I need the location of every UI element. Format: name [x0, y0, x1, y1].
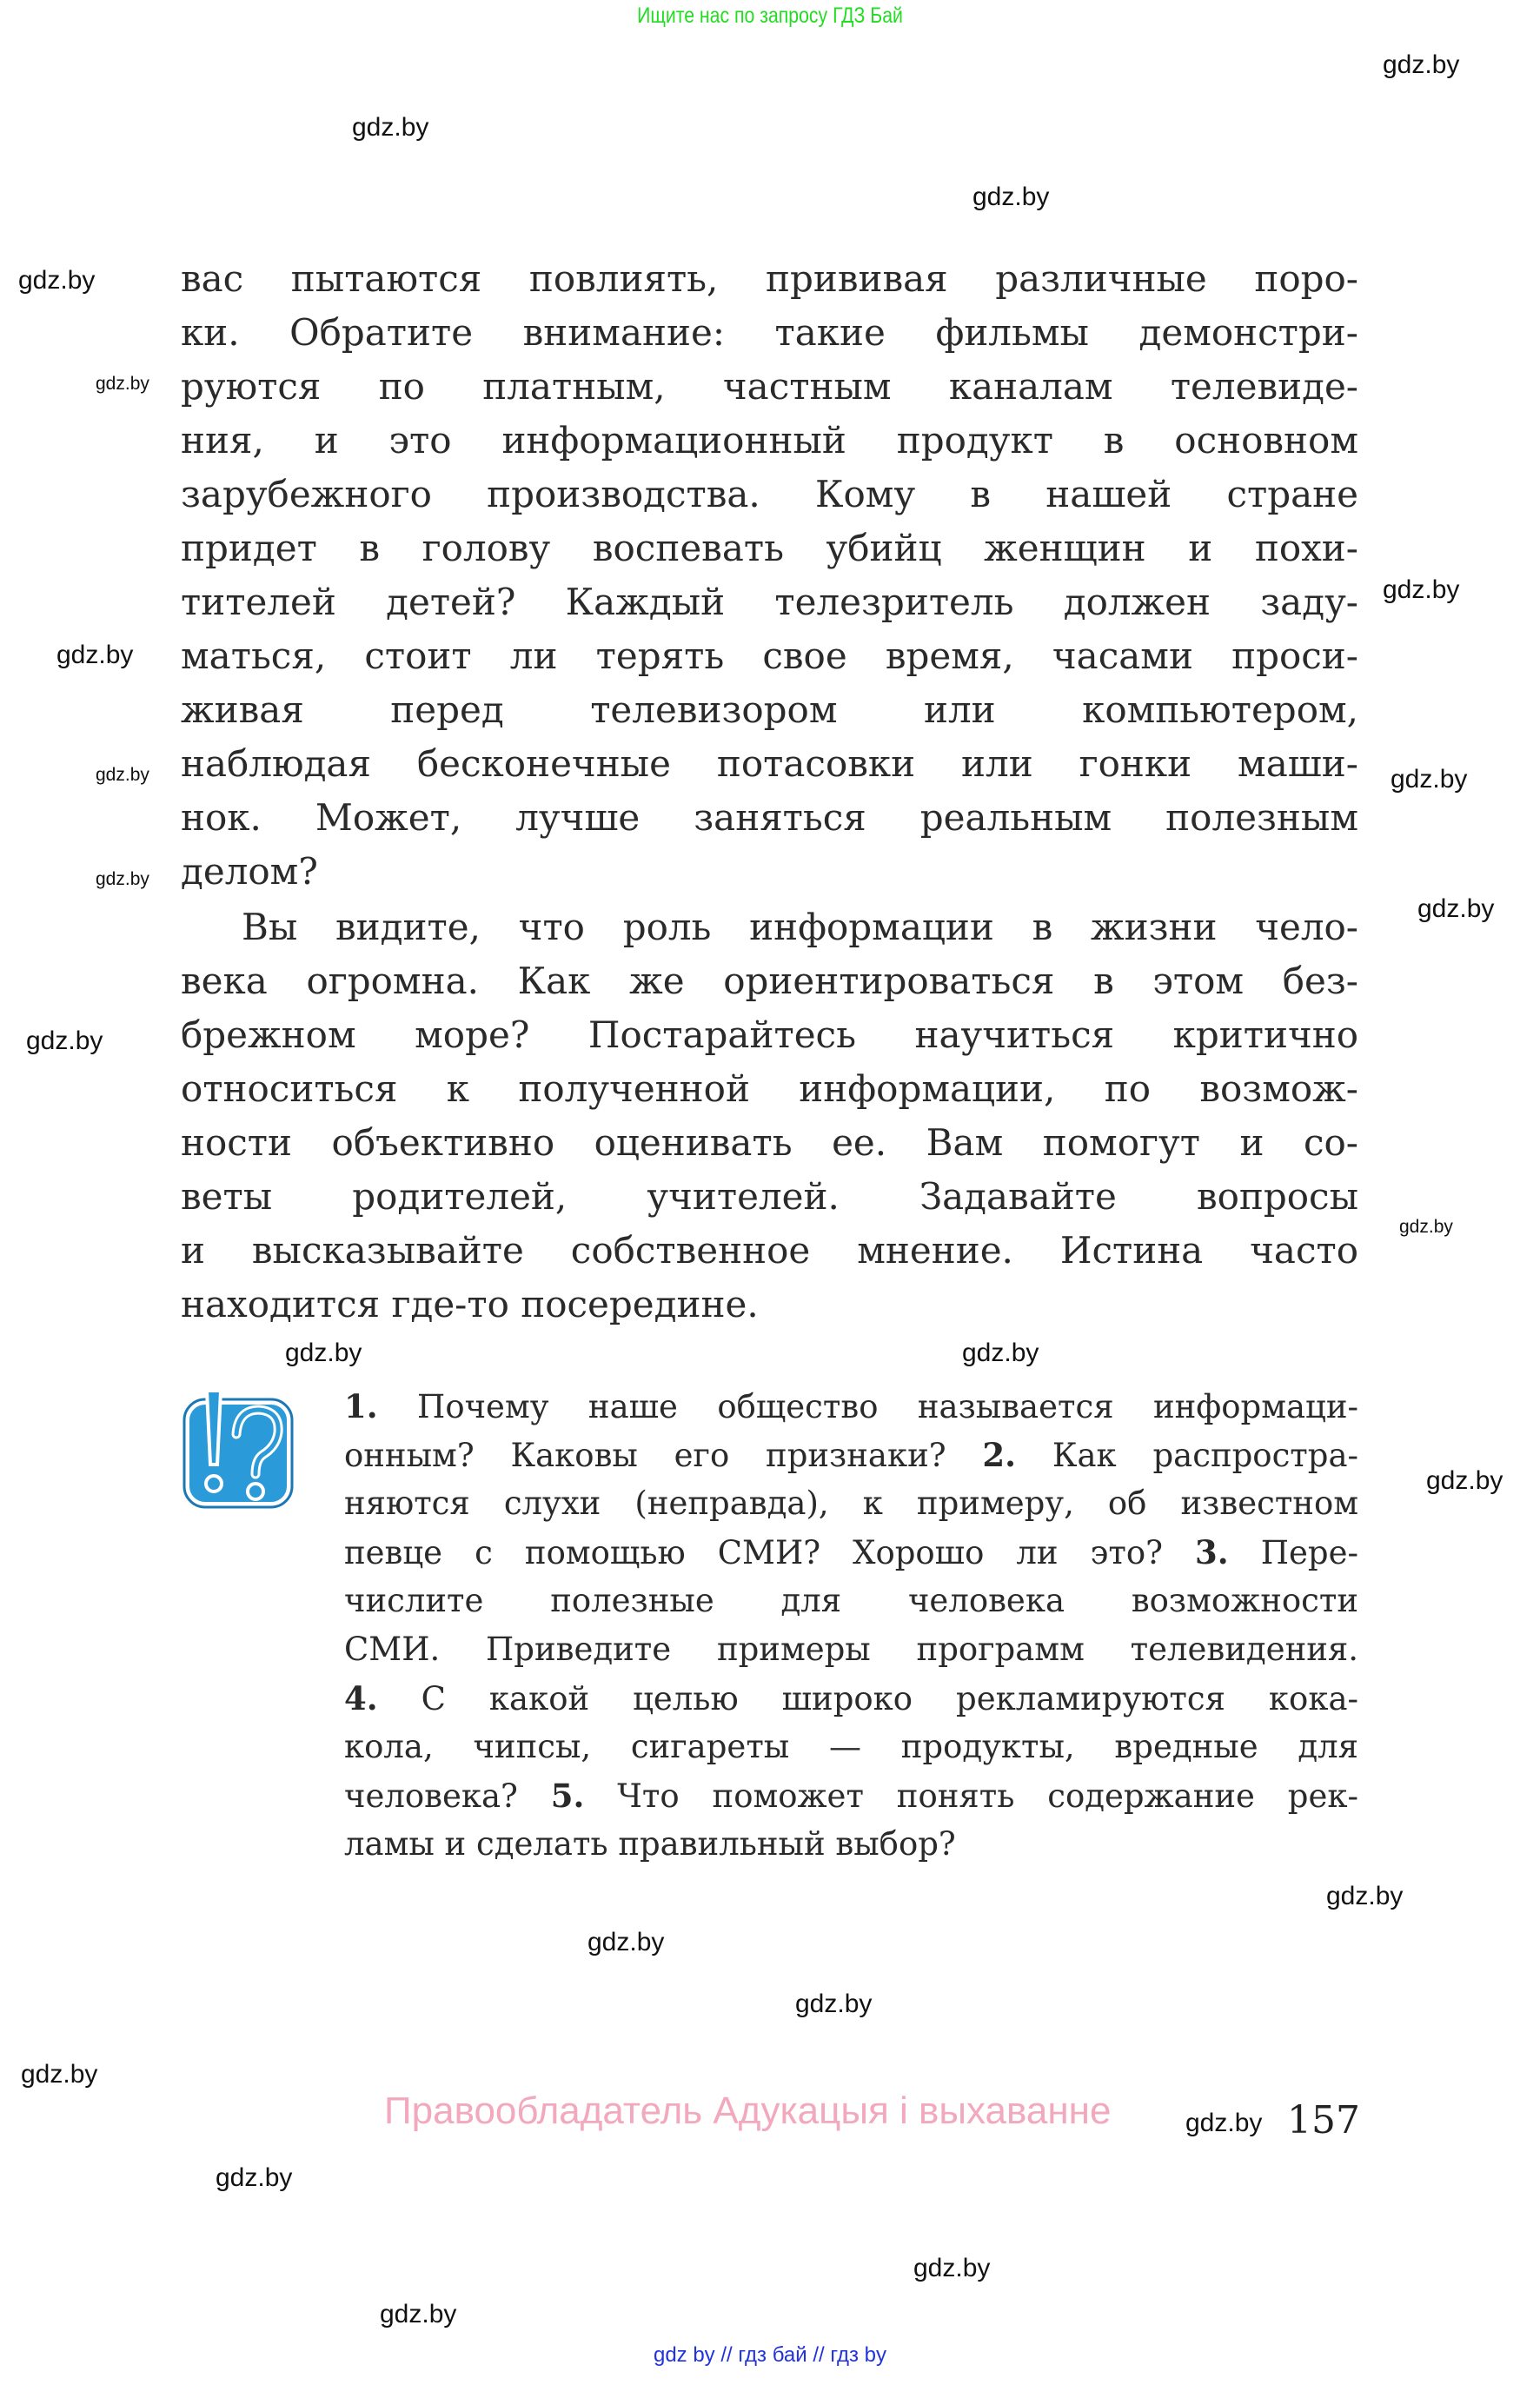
- watermark: gdz.by: [26, 1026, 103, 1055]
- question-text: няются слухи (неправда), к примеру, об известном: [344, 1485, 1358, 1522]
- watermark: gdz.by: [285, 1339, 362, 1367]
- question-line: [344, 1674, 1358, 1723]
- watermark: gdz.by: [962, 1339, 1039, 1367]
- watermark: gdz.by: [913, 2254, 991, 2282]
- text-line: находится где-то посередине.: [181, 1283, 759, 1325]
- question-line: [344, 1528, 1358, 1577]
- question-line: [344, 1723, 1358, 1771]
- watermark: gdz.by: [1326, 1882, 1404, 1910]
- question-number: 3.: [1195, 1533, 1229, 1571]
- question-line: [344, 1771, 1358, 1820]
- page-number: 157: [1287, 2098, 1360, 2143]
- question-text: Как распростра-: [1016, 1437, 1359, 1474]
- question-text: С какой целью широко рекламируются кока-: [377, 1680, 1358, 1717]
- question-line: [344, 1625, 1358, 1674]
- watermark: gdz.by: [1399, 1217, 1453, 1237]
- search-promo-banner[interactable]: Ищите нас по запросу ГДЗ Бай: [637, 3, 903, 28]
- text-line: зарубежного производства. Кому в нашей стране: [181, 473, 1358, 515]
- question-text: ламы и сделать правильный выбор?: [344, 1825, 956, 1863]
- watermark: gdz.by: [972, 183, 1050, 211]
- text-line: и высказывайте собственное мнение. Истина часто: [181, 1229, 1358, 1272]
- text-line: ности объективно оценивать ее. Вам помогут и со-: [181, 1121, 1358, 1164]
- question-text: Почему наше общество называется информаци-: [377, 1388, 1358, 1425]
- text-line: маться, стоит ли терять свое время, часами проси-: [181, 634, 1358, 677]
- question-text: числите полезные для человека возможности: [344, 1582, 1358, 1619]
- question-text: СМИ. Приведите примеры программ телевидения.: [344, 1631, 1358, 1668]
- question-line: [344, 1577, 1358, 1625]
- text-line: Вы видите, что роль информации в жизни чело-: [242, 906, 1358, 948]
- question-text: онным? Каковы его признаки?: [344, 1437, 983, 1474]
- text-line: относиться к полученной информации, по возмож-: [181, 1067, 1358, 1110]
- watermark: gdz.by: [352, 113, 429, 142]
- watermark: gdz.by: [1383, 575, 1460, 604]
- question-text: человека?: [344, 1777, 551, 1815]
- question-text: Пере-: [1228, 1534, 1358, 1571]
- question-text: певце с помощью СМИ? Хорошо ли это?: [344, 1534, 1196, 1571]
- watermark: gdz.by: [96, 765, 149, 785]
- watermark: gdz.by: [795, 1990, 873, 2018]
- question-line: [344, 1820, 1358, 1869]
- watermark: gdz.by: [380, 2300, 457, 2329]
- text-line: делом?: [181, 850, 318, 893]
- question-number: 1.: [344, 1387, 378, 1425]
- text-line: придет в голову воспевать убийц женщин и похи-: [181, 527, 1358, 569]
- text-line: нок. Может, лучше заняться реальным полезным: [181, 796, 1358, 839]
- text-line: ки. Обратите внимание: такие фильмы демонстри-: [181, 311, 1358, 354]
- text-line: наблюдая бесконечные потасовки или гонки маши-: [181, 742, 1358, 785]
- watermark: gdz.by: [216, 2163, 293, 2192]
- watermark: gdz.by: [96, 869, 149, 889]
- watermark: gdz.by: [1391, 765, 1468, 794]
- question-line: [344, 1431, 1358, 1479]
- text-line: вас пытаются повлиять, прививая различные поро-: [181, 257, 1358, 300]
- watermark: gdz.by: [21, 2060, 98, 2089]
- text-line: тителей детей? Каждый телезритель должен заду-: [181, 581, 1358, 623]
- question-text: кола, чипсы, сигареты — продукты, вредные для: [344, 1728, 1358, 1765]
- text-line: веты родителей, учителей. Задавайте вопросы: [181, 1175, 1358, 1218]
- question-number: 2.: [982, 1436, 1017, 1474]
- text-line: века огромна. Как же ориентироваться в этом без-: [181, 960, 1358, 1002]
- watermark: gdz.by: [1426, 1466, 1503, 1495]
- watermark: gdz.by: [1185, 2109, 1263, 2137]
- watermark: gdz.by: [18, 266, 96, 295]
- watermark: gdz.by: [1383, 50, 1460, 79]
- text-line: живая перед телевизором или компьютером,: [181, 688, 1358, 731]
- watermark: gdz.by: [1417, 894, 1495, 923]
- watermark: gdz.by: [56, 641, 134, 669]
- copyright-notice: Правообладатель Адукацыя і выхаванне: [384, 2089, 1112, 2132]
- question-text: Что поможет понять содержание рек-: [584, 1777, 1359, 1815]
- question-line: [344, 1479, 1358, 1528]
- watermark: gdz.by: [96, 374, 149, 394]
- site-links[interactable]: gdz by // гдз бай // гдз by: [653, 2343, 887, 2367]
- question-line: [344, 1382, 1358, 1431]
- text-line: руются по платным, частным каналам телевиде-: [181, 365, 1358, 408]
- watermark: gdz.by: [587, 1928, 665, 1956]
- text-line: ния, и это информационный продукт в основном: [181, 419, 1358, 462]
- text-line: брежном море? Постарайтесь научиться критично: [181, 1013, 1358, 1056]
- question-number: 4.: [344, 1679, 378, 1717]
- exclamation-question-icon: [183, 1382, 294, 1512]
- question-number: 5.: [550, 1777, 585, 1815]
